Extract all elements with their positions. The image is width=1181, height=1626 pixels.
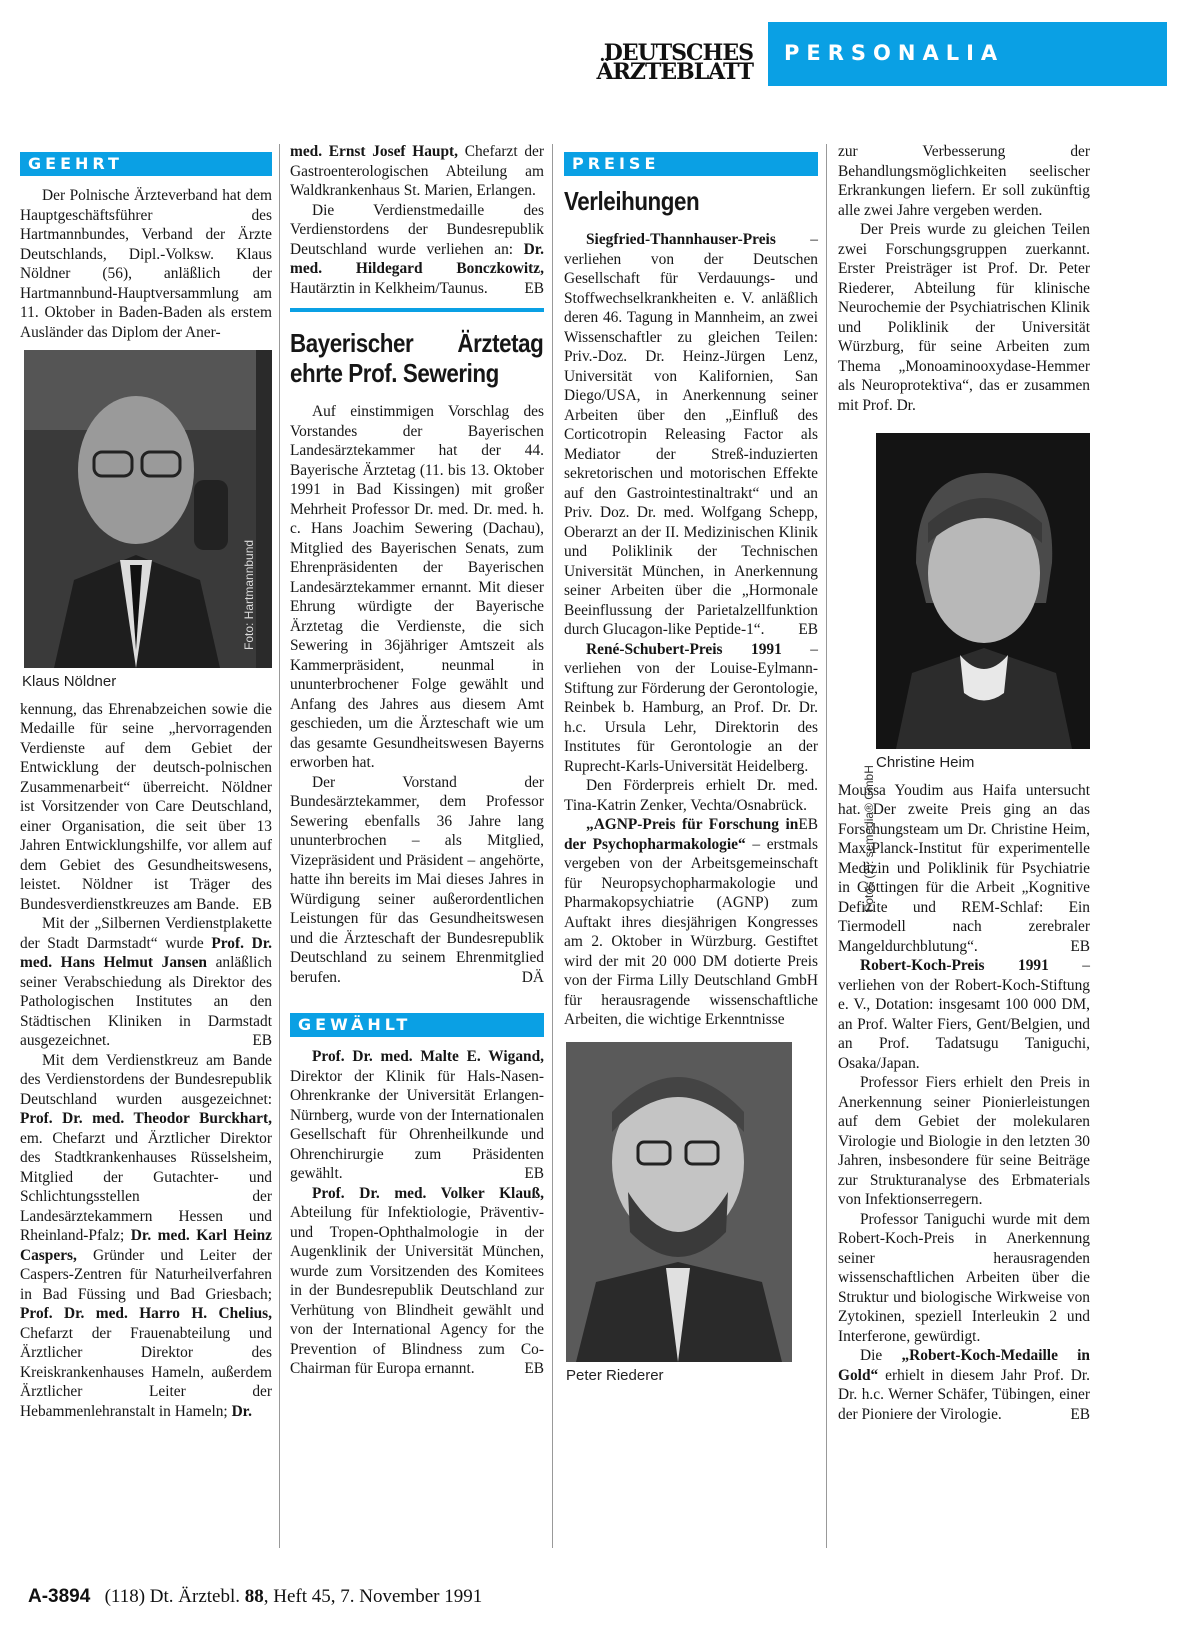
portrait-image [876, 433, 1090, 749]
photo-credit: Fotos (2): semedia® GmbH [862, 765, 876, 912]
section-label-preise: PREISE [564, 152, 818, 176]
paragraph: Der Polnische Ärzteverband hat dem Hauptgeschäftsführer des Hartmannbundes, Verband der Ärzte Deutschlands, Dipl.-Volksw. Klaus Nöldner (56), anläßlich der Hartmannbund-Hauptversammlung am 11. Oktober in Baden-Baden als erstem Ausländer das Diplom der Aner- [20, 187, 272, 341]
paragraph: zur Verbesserung der Behandlungsmöglichkeiten seelischer Erkrankungen liefern. Er soll zukünftig alle zwei Jahre vergeben werden. [838, 143, 1090, 219]
paragraph: kennung, das Ehrenabzeichen sowie die Medaille für seine „hervorragenden Verdienste auf dem Gebiet der Entwicklung der deutsch-polnischen Zusammenarbeit“ überreicht. Nöldner ist Vorsitzender von Care Deutschland, einer Organisation, die seit über 13 Jahren Entwicklungshilfe, vor allem auf dem Gebiet des Gesundheitswesens, leistet. Nöldner ist Träger des Bundesverdienstkreuzes am Bande. EB [20, 700, 272, 913]
column-rule [279, 144, 280, 1548]
divider [290, 308, 544, 312]
photo-peter-riederer [566, 1042, 792, 1362]
paragraph: René-Schubert-Preis 1991 – verliehen von der Louise-Eylmann-Stiftung zur Förderung der Gerontologie, Reinbek b. Hamburg, an Prof. Dr. Dr. h.c. Ursula Lehr, Direktorin des Institutes für Gerontologie an der Ruprecht-Karls-Universität Heidelberg. [564, 640, 819, 775]
paragraph: Mit dem Verdienstkreuz am Bande des Verdienstordens der Bundesrepublik Deutschland wurden ausgezeichnet: Prof. Dr. med. Theodor Burckhart, em. Chefarzt und Ärztlicher Direktor des Stadtkrankenhauses Rüsselsheim, Mitglied der Gutachter- und Schlichtungsstellen der Landesärztekammern Hessen und Rheinland-Pfalz; Dr. med. Karl Heinz Caspers, Gründer und Leiter der Caspers-Zentren für Naturheilverfahren in Bad Füssing und Bad Griesbach; Prof. Dr. med. Harro H. Chelius, Chefarzt der Frauenabteilung und Ärztlicher Direktor des Kreiskrankenhauses Hameln, außerdem Ärztlicher Leiter der Hebammenlehranstalt in Hameln; Dr. [20, 1051, 272, 1420]
citation: (118) Dt. Ärztebl. [104, 1586, 240, 1607]
column-3 [564, 152, 818, 1393]
column-4 [838, 142, 1090, 1424]
column-2 [290, 142, 544, 1379]
headline-sewering: Bayerischer Ärztetag ehrte Prof. Sewering [290, 328, 544, 388]
photo-caption: Klaus Nöldner [22, 673, 117, 690]
section-tag: PERSONALIA [768, 22, 1167, 86]
paragraph: Die Verdienstmedaille des Verdienstordens der Bundesrepublik Deutschland wurde verliehen an: Dr. med. Hildegard Bonczkowitz, Hautärztin in Kelkheim/Taunus. EB [290, 201, 544, 297]
headline-verleihungen: Verleihungen [564, 186, 700, 216]
paragraph: Die „Robert-Koch-Medaille in Gold“ erhielt in diesem Jahr Prof. Dr. Dr. h.c. Werner Schäfer, Tübingen, einer der Pioniere der Virologie. EB [838, 1347, 1090, 1423]
section-label-geehrt: GEEHRT [20, 152, 272, 176]
paragraph: Der Vorstand der Bundesärztekammer, dem Professor Sewering ebenfalls 36 Jahre lang ununterbrochen – als Mitglied, Vizepräsident und Präsident – angehörte, hatte ihn bereits im Mai dieses Jahres in Würdigung seiner außerordentlichen Leistungen für das Gesundheitswesen und die Ärzteschaft der Bundesrepublik Deutschland zu seinem Ehrenmitglied berufen. DÄ [290, 773, 544, 986]
paragraph: Der Preis wurde zu gleichen Teilen zwei Forschungsgruppen zuerkannt. Erster Preisträger ist Prof. Dr. Peter Riederer, Abteilung für klinische Neurochemie der Psychiatrischen Klinik und Poliklinik der Universität Würzburg, für seine Arbeiten zum Thema „Monoaminooxydase-Hemmer als Neuroprotektiva“, das er zusammen mit Prof. Dr. [838, 221, 1090, 414]
paragraph: Prof. Dr. med. Malte E. Wigand, Direktor der Klinik für Hals-Nasen-Ohrenkranke der Universität Erlangen-Nürnberg, wurde von der Internationalen Gesellschaft für Ohrenheilkunde und Ohrenchirurgie zum Präsidenten gewählt. EB [290, 1048, 544, 1182]
paragraph: Moussa Youdim aus Haifa untersucht hat. Der zweite Preis ging an das Forschungsteam um Dr. Christine Heim, Max-Planck-Institut für experimentelle Medizin und Poliklinik für Psychiatrie in Göttingen für die Arbeit „Kognitive Defizite und REM-Schlaf: Ein Tiermodell nach zerebraler Mangeldurchblutung“. EB [838, 781, 1090, 955]
journal-logo: DEUTSCHES ÄRZTEBLATT [596, 40, 753, 85]
paragraph: Robert-Koch-Preis 1991 – verliehen von der Robert-Koch-Stiftung e. V., Dotation: insgesamt 100 000 DM, an Prof. Walter Fiers, Gent/Belgien, und an Prof. Tadatsugu Taniguchi, Osaka/Japan. [838, 957, 1090, 1072]
photo-klaus-noeldner [24, 350, 272, 668]
issue: , Heft 45, 7. November 1991 [263, 1586, 483, 1607]
photo-credit: Foto: Hartmannbund [242, 539, 256, 650]
paragraph: Siegfried-Thannhauser-Preis – verliehen von der Deutschen Gesellschaft für Verdauungs- und Stoffwechselkrankheiten e. V. anläßlich deren 46. Tagung in Mannheim, an zwei Wissenschaftler zu gleichen Teilen: Priv.-Doz. Dr. Heinz-Jürgen Lenz, Universität von Kalifornien, San Diego/USA, in Anerkennung seiner Arbeiten über den „Einfluß des Corticotropin Releasing Factor als Mediator der Streß-induzierten sekretorischen und motorischen Effekte auf den Gastrointestinaltrakt“ und an Priv. Doz. Dr. med. Wolfgang Schepp, Oberarzt an der II. Medizinischen Klinik und Poliklinik der Technischen Universität München, in Anerkennung seiner Arbeiten über die „Hormonale Beeinflussung der Parietalzellfunktion durch Glucagon-like Peptide-1“. EB [564, 231, 818, 638]
volume: 88 [244, 1586, 264, 1607]
paragraph: Prof. Dr. med. Volker Klauß, Abteilung für Infektiologie, Präventiv- und Tropen-Ophthalmologie in der Augenklinik der Universität München, wurde zum Vorsitzenden des Komitees in der Bundesrepublik Deutschland zur Verhütung von Blindheit gewählt und von der International Agency for the Prevention of Blindness zum Co-Chairman für Europa ernannt. EB [290, 1184, 544, 1377]
page-number: A-3894 [28, 1586, 91, 1607]
paragraph: „AGNP-Preis für Forschung in der Psychopharmakologie“ – erstmals vergeben von der Arbeitsgemeinschaft für Neuropsychopharmakologie und Pharmakopsychiatrie (AGNP) zum Auftakt ihres diesjährigen Kongresses am 2. Oktober in Würzburg. Gestiftet wird der mit 20 000 DM dotierte Preis von der Firma Lilly Deutschland GmbH für herausragende wissenschaftliche Arbeiten, die wichtige Erkenntnisse [564, 816, 818, 1028]
paragraph: med. Ernst Josef Haupt, Chefarzt der Gastroenterologischen Abteilung am Waldkrankenhaus St. Marien, Erlangen. [290, 143, 545, 199]
paragraph: Mit der „Silbernen Verdienstplakette der Stadt Darmstadt“ wurde Prof. Dr. med. Hans Helmut Jansen anläßlich seiner Verabschiedung als Direktor des Pathologischen Institutes an den Städtischen Kliniken in Darmstadt ausgezeichnet. EB [20, 915, 272, 1049]
photo-caption: Christine Heim [876, 754, 975, 771]
section-label-gewaehlt: GEWÄHLT [290, 1013, 544, 1037]
portrait-image [24, 350, 256, 668]
paragraph: Professor Taniguchi wurde mit dem Robert-Koch-Preis in Anerkennung seiner herausragenden wissenschaftlichen Arbeiten über die Struktur und biologische Wirkweise von Zytokinen, speziell Interleukin 2 und Interferone, gewürdigt. [838, 1210, 1090, 1345]
page-footer [28, 1586, 482, 1608]
paragraph: Auf einstimmigen Vorschlag des Vorstandes der Bayerischen Landesärztekammer hat der 44. Bayerische Ärztetag (11. bis 13. Oktober 1991 in Bad Kissingen) mit großer Mehrheit Professor Dr. med. Dr. med. h. c. Hans Joachim Sewering (Dachau), Mitglied des Bayerischen Senats, zum Ehrenpräsidenten der Bayerischen Landesärztekammer ernannt. Mit dieser Ehrung würdigte der Bayerische Ärztetag die Verdienste, die sich Sewering in 36jähriger Amtszeit als Kammerpräsident, neunmal in ununterbrochener Folge gewählt und Anfang des Jahres aus diesem Amt geschieden, um die Ärzteschaft wie um das gesamte Gesundheitswesen Bayerns erworben hat. [290, 403, 544, 771]
paragraph: Den Förderpreis erhielt Dr. med. Tina-Katrin Zenker, Vechta/Osnabrück. EB [564, 777, 818, 833]
column-rule [826, 144, 827, 1548]
paragraph: Professor Fiers erhielt den Preis in Anerkennung seiner Pionierleistungen auf dem Gebiet der molekularen Virologie und Biologie in den letzten 30 Jahren, insbesondere für seine Beiträge zur Strukturanalyse des Erbmaterials von Infektionserregern. [838, 1074, 1090, 1208]
column-rule [552, 144, 553, 1548]
portrait-image [566, 1042, 792, 1362]
column-1 [20, 152, 272, 1421]
photo-christine-heim [876, 433, 1090, 749]
photo-caption: Peter Riederer [566, 1366, 664, 1384]
